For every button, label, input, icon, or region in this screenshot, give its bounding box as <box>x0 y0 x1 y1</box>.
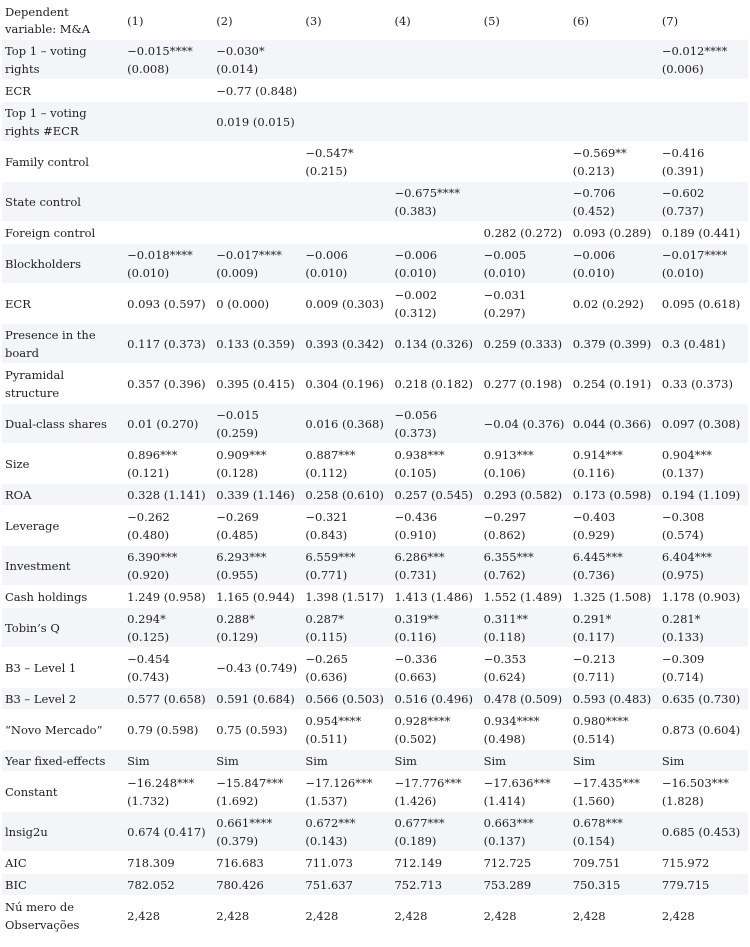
table-cell: 0.75 (0.593) <box>213 710 302 750</box>
table-cell: Sim <box>302 750 391 772</box>
table-cell: 709.751 <box>570 852 659 874</box>
header-row <box>2 2 748 40</box>
table-cell <box>124 142 213 182</box>
table-cell <box>391 102 480 142</box>
table-cell: 0.016 (0.368) <box>302 404 391 444</box>
table-cell: 0.685 (0.453) <box>659 812 748 852</box>
table-cell: 0.095 (0.618) <box>659 284 748 324</box>
table-row <box>2 222 748 244</box>
table-cell: 0.019 (0.015) <box>213 102 302 142</box>
table-cell: 0.577 (0.658) <box>124 688 213 710</box>
table-cell: −0.321 (0.843) <box>302 506 391 546</box>
table-cell: −0.602 (0.737) <box>659 182 748 222</box>
table-cell: 0.311** (0.118) <box>481 608 570 648</box>
row-label: Nú mero de Observações <box>2 896 124 936</box>
table-cell <box>391 40 480 80</box>
table-cell: 2,428 <box>302 896 391 936</box>
row-label: Investment <box>2 546 124 586</box>
table-cell: −0.353 (0.624) <box>481 648 570 688</box>
table-cell: −0.056 (0.373) <box>391 404 480 444</box>
table-cell: 0.287* (0.115) <box>302 608 391 648</box>
table-cell <box>481 80 570 102</box>
table-cell: −0.006 (0.010) <box>391 244 480 284</box>
table-cell: 0.189 (0.441) <box>659 222 748 244</box>
table-cell: −0.336 (0.663) <box>391 648 480 688</box>
table-cell: 0.938*** (0.105) <box>391 444 480 484</box>
table-cell: 2,428 <box>481 896 570 936</box>
table-cell: 6.286*** (0.731) <box>391 546 480 586</box>
table-row <box>2 772 748 812</box>
table-cell: 6.293*** (0.955) <box>213 546 302 586</box>
table-cell <box>481 142 570 182</box>
row-label: lnsig2u <box>2 812 124 852</box>
table-cell: 712.725 <box>481 852 570 874</box>
table-cell: 0.593 (0.483) <box>570 688 659 710</box>
row-label: Foreign control <box>2 222 124 244</box>
table-cell: 1.398 (1.517) <box>302 586 391 608</box>
table-cell: Sim <box>391 750 480 772</box>
row-label: Presence in the board <box>2 324 124 364</box>
table-cell: 752.713 <box>391 874 480 896</box>
row-label: Pyramidal structure <box>2 364 124 404</box>
table-cell <box>481 102 570 142</box>
table-cell: 0.566 (0.503) <box>302 688 391 710</box>
table-cell: 6.355*** (0.762) <box>481 546 570 586</box>
table-cell: 1.552 (1.489) <box>481 586 570 608</box>
table-row <box>2 444 748 484</box>
table-cell: 0.134 (0.326) <box>391 324 480 364</box>
table-cell: −17.636*** (1.414) <box>481 772 570 812</box>
table-cell: 0.133 (0.359) <box>213 324 302 364</box>
table-cell: −0.569** (0.213) <box>570 142 659 182</box>
table-cell: 0.009 (0.303) <box>302 284 391 324</box>
table-cell: 0.294* (0.125) <box>124 608 213 648</box>
table-cell: −0.403 (0.929) <box>570 506 659 546</box>
table-row <box>2 404 748 444</box>
table-cell: 0.218 (0.182) <box>391 364 480 404</box>
table-cell: 6.445*** (0.736) <box>570 546 659 586</box>
table-cell: −0.309 (0.714) <box>659 648 748 688</box>
table-cell: 0.928**** (0.502) <box>391 710 480 750</box>
table-cell: −0.675**** (0.383) <box>391 182 480 222</box>
table-cell: 753.289 <box>481 874 570 896</box>
table-cell: 0.909*** (0.128) <box>213 444 302 484</box>
table-cell: 1.249 (0.958) <box>124 586 213 608</box>
table-cell: 0.478 (0.509) <box>481 688 570 710</box>
table-cell <box>213 182 302 222</box>
table-cell: 0.678*** (0.154) <box>570 812 659 852</box>
table-cell: 2,428 <box>391 896 480 936</box>
table-cell: 0.904*** (0.137) <box>659 444 748 484</box>
table-cell: 751.637 <box>302 874 391 896</box>
table-body <box>2 40 748 936</box>
table-cell: −0.015 (0.259) <box>213 404 302 444</box>
table-cell: 2,428 <box>124 896 213 936</box>
table-cell <box>570 80 659 102</box>
table-cell: −0.416 (0.391) <box>659 142 748 182</box>
col-header: (1) <box>124 2 213 40</box>
header-label: Dependent variable: M&A <box>2 2 124 40</box>
table-cell: Sim <box>570 750 659 772</box>
table-cell <box>124 222 213 244</box>
row-label: ECR <box>2 80 124 102</box>
table-row <box>2 546 748 586</box>
row-label: Dual-class shares <box>2 404 124 444</box>
table-cell: −0.265 (0.636) <box>302 648 391 688</box>
table-cell: 0.887*** (0.112) <box>302 444 391 484</box>
table-cell: 1.165 (0.944) <box>213 586 302 608</box>
table-cell: 0.357 (0.396) <box>124 364 213 404</box>
table-cell: 0.914*** (0.116) <box>570 444 659 484</box>
table-row <box>2 852 748 874</box>
table-cell: Sim <box>124 750 213 772</box>
table-cell: 0.117 (0.373) <box>124 324 213 364</box>
table-cell: 0.395 (0.415) <box>213 364 302 404</box>
table-cell: 0.934**** (0.498) <box>481 710 570 750</box>
row-label: B3 – Level 1 <box>2 648 124 688</box>
table-cell: 782.052 <box>124 874 213 896</box>
table-cell <box>124 102 213 142</box>
col-header: (7) <box>659 2 748 40</box>
table-cell: 0.913*** (0.106) <box>481 444 570 484</box>
table-cell <box>124 182 213 222</box>
table-cell: 712.149 <box>391 852 480 874</box>
table-cell: 0.954**** (0.511) <box>302 710 391 750</box>
table-cell: 0.194 (1.109) <box>659 484 748 506</box>
table-cell: 0.672*** (0.143) <box>302 812 391 852</box>
row-label: Tobin’s Q <box>2 608 124 648</box>
table-cell: 711.073 <box>302 852 391 874</box>
table-row <box>2 586 748 608</box>
table-cell <box>570 102 659 142</box>
table-cell: 2,428 <box>213 896 302 936</box>
table-row <box>2 40 748 80</box>
table-cell: 6.390*** (0.920) <box>124 546 213 586</box>
table-row <box>2 812 748 852</box>
table-cell <box>302 80 391 102</box>
table-cell: 0.097 (0.308) <box>659 404 748 444</box>
table-cell: −0.006 (0.010) <box>570 244 659 284</box>
table-cell: 0.980**** (0.514) <box>570 710 659 750</box>
table-cell: −0.030* (0.014) <box>213 40 302 80</box>
table-cell: −17.435*** (1.560) <box>570 772 659 812</box>
row-label: Constant <box>2 772 124 812</box>
row-label: AIC <box>2 852 124 874</box>
table-cell: 0.293 (0.582) <box>481 484 570 506</box>
table-cell: −0.04 (0.376) <box>481 404 570 444</box>
table-cell: 0.281* (0.133) <box>659 608 748 648</box>
table-cell: Sim <box>481 750 570 772</box>
table-cell: −0.017**** (0.009) <box>213 244 302 284</box>
table-cell: 0.259 (0.333) <box>481 324 570 364</box>
table-cell: 2,428 <box>570 896 659 936</box>
table-row <box>2 506 748 546</box>
table-cell: 0.379 (0.399) <box>570 324 659 364</box>
table-cell: 0.282 (0.272) <box>481 222 570 244</box>
table-cell: 0.288* (0.129) <box>213 608 302 648</box>
table-cell: Sim <box>659 750 748 772</box>
table-cell <box>391 222 480 244</box>
row-label: BIC <box>2 874 124 896</box>
table-cell: −0.015**** (0.008) <box>124 40 213 80</box>
col-header: (4) <box>391 2 480 40</box>
row-label: Family control <box>2 142 124 182</box>
table-cell: −0.018**** (0.010) <box>124 244 213 284</box>
table-cell: 0.304 (0.196) <box>302 364 391 404</box>
table-cell: 0.328 (1.141) <box>124 484 213 506</box>
table-cell: 0.3 (0.481) <box>659 324 748 364</box>
table-cell: 1.325 (1.508) <box>570 586 659 608</box>
table-cell: 6.404*** (0.975) <box>659 546 748 586</box>
table-cell: −17.776*** (1.426) <box>391 772 480 812</box>
row-label: Size <box>2 444 124 484</box>
table-cell: 779.715 <box>659 874 748 896</box>
table-cell: 6.559*** (0.771) <box>302 546 391 586</box>
row-label: Leverage <box>2 506 124 546</box>
table-cell <box>659 80 748 102</box>
table-cell: 0.01 (0.270) <box>124 404 213 444</box>
table-cell: 750.315 <box>570 874 659 896</box>
table-cell: 0.254 (0.191) <box>570 364 659 404</box>
col-header: (3) <box>302 2 391 40</box>
table-row <box>2 648 748 688</box>
table-cell: −0.77 (0.848) <box>213 80 302 102</box>
table-cell: −15.847*** (1.692) <box>213 772 302 812</box>
table-cell: 0.044 (0.366) <box>570 404 659 444</box>
table-cell: −0.706 (0.452) <box>570 182 659 222</box>
table-cell: 0.591 (0.684) <box>213 688 302 710</box>
table-row <box>2 484 748 506</box>
table-cell: 0.277 (0.198) <box>481 364 570 404</box>
table-cell <box>302 182 391 222</box>
table-cell: −0.213 (0.711) <box>570 648 659 688</box>
row-label: Blockholders <box>2 244 124 284</box>
table-cell: 0.093 (0.289) <box>570 222 659 244</box>
table-cell: 0.674 (0.417) <box>124 812 213 852</box>
table-cell: 0.873 (0.604) <box>659 710 748 750</box>
table-cell: 0.663*** (0.137) <box>481 812 570 852</box>
table-cell: −0.436 (0.910) <box>391 506 480 546</box>
table-cell <box>659 102 748 142</box>
table-cell: −0.43 (0.749) <box>213 648 302 688</box>
table-cell: 716.683 <box>213 852 302 874</box>
row-label: Cash holdings <box>2 586 124 608</box>
table-cell: 0.258 (0.610) <box>302 484 391 506</box>
regression-table <box>2 2 748 936</box>
table-cell: −0.269 (0.485) <box>213 506 302 546</box>
table-cell: −0.297 (0.862) <box>481 506 570 546</box>
table-cell: −0.547* (0.215) <box>302 142 391 182</box>
table-cell: −0.017**** (0.010) <box>659 244 748 284</box>
table-cell: −0.308 (0.574) <box>659 506 748 546</box>
table-cell <box>124 80 213 102</box>
table-cell: 0.516 (0.496) <box>391 688 480 710</box>
table-cell: 0.661**** (0.379) <box>213 812 302 852</box>
table-cell: 0.173 (0.598) <box>570 484 659 506</box>
table-row <box>2 874 748 896</box>
table-cell: 1.178 (0.903) <box>659 586 748 608</box>
table-cell: 0.393 (0.342) <box>302 324 391 364</box>
table-cell: 2,428 <box>659 896 748 936</box>
table-cell: 0.02 (0.292) <box>570 284 659 324</box>
table-cell <box>302 40 391 80</box>
table-cell: 718.309 <box>124 852 213 874</box>
table-cell: 0.291* (0.117) <box>570 608 659 648</box>
table-cell <box>213 142 302 182</box>
table-row <box>2 364 748 404</box>
table-cell <box>481 40 570 80</box>
table-cell <box>570 40 659 80</box>
table-cell <box>302 222 391 244</box>
table-cell: −0.006 (0.010) <box>302 244 391 284</box>
table-cell <box>213 222 302 244</box>
table-cell: −17.126*** (1.537) <box>302 772 391 812</box>
row-label: “Novo Mercado” <box>2 710 124 750</box>
table-cell: 0.093 (0.597) <box>124 284 213 324</box>
table-cell: −16.248*** (1.732) <box>124 772 213 812</box>
table-cell: 0.339 (1.146) <box>213 484 302 506</box>
row-label: Top 1 – voting rights #ECR <box>2 102 124 142</box>
col-header: (6) <box>570 2 659 40</box>
table-cell <box>391 80 480 102</box>
col-header: (2) <box>213 2 302 40</box>
row-label: Top 1 – voting rights <box>2 40 124 80</box>
row-label: Year fixed-effects <box>2 750 124 772</box>
table-row <box>2 324 748 364</box>
table-cell: 0.79 (0.598) <box>124 710 213 750</box>
table-cell: −0.262 (0.480) <box>124 506 213 546</box>
table-cell: −0.454 (0.743) <box>124 648 213 688</box>
table-row <box>2 80 748 102</box>
row-label: B3 – Level 2 <box>2 688 124 710</box>
table-cell: Sim <box>213 750 302 772</box>
table-cell: 0.319** (0.116) <box>391 608 480 648</box>
table-cell: 0.33 (0.373) <box>659 364 748 404</box>
table-cell <box>391 142 480 182</box>
table-cell: 780.426 <box>213 874 302 896</box>
table-cell <box>481 182 570 222</box>
table-row <box>2 710 748 750</box>
table-row <box>2 244 748 284</box>
table-row <box>2 750 748 772</box>
table-cell: −0.005 (0.010) <box>481 244 570 284</box>
table-row <box>2 608 748 648</box>
table-cell: 0 (0.000) <box>213 284 302 324</box>
table-cell: 0.896*** (0.121) <box>124 444 213 484</box>
table-cell: 0.635 (0.730) <box>659 688 748 710</box>
table-cell: 1.413 (1.486) <box>391 586 480 608</box>
table-row <box>2 284 748 324</box>
table-row <box>2 688 748 710</box>
col-header: (5) <box>481 2 570 40</box>
table-cell: 0.257 (0.545) <box>391 484 480 506</box>
table-row <box>2 102 748 142</box>
table-cell: 715.972 <box>659 852 748 874</box>
table-row <box>2 896 748 936</box>
table-row <box>2 142 748 182</box>
row-label: State control <box>2 182 124 222</box>
table-cell: −0.031 (0.297) <box>481 284 570 324</box>
table-cell <box>302 102 391 142</box>
row-label: ROA <box>2 484 124 506</box>
table-cell: −0.012**** (0.006) <box>659 40 748 80</box>
table-cell: −0.002 (0.312) <box>391 284 480 324</box>
row-label: ECR <box>2 284 124 324</box>
table-row <box>2 182 748 222</box>
table-cell: 0.677*** (0.189) <box>391 812 480 852</box>
table-cell: −16.503*** (1.828) <box>659 772 748 812</box>
